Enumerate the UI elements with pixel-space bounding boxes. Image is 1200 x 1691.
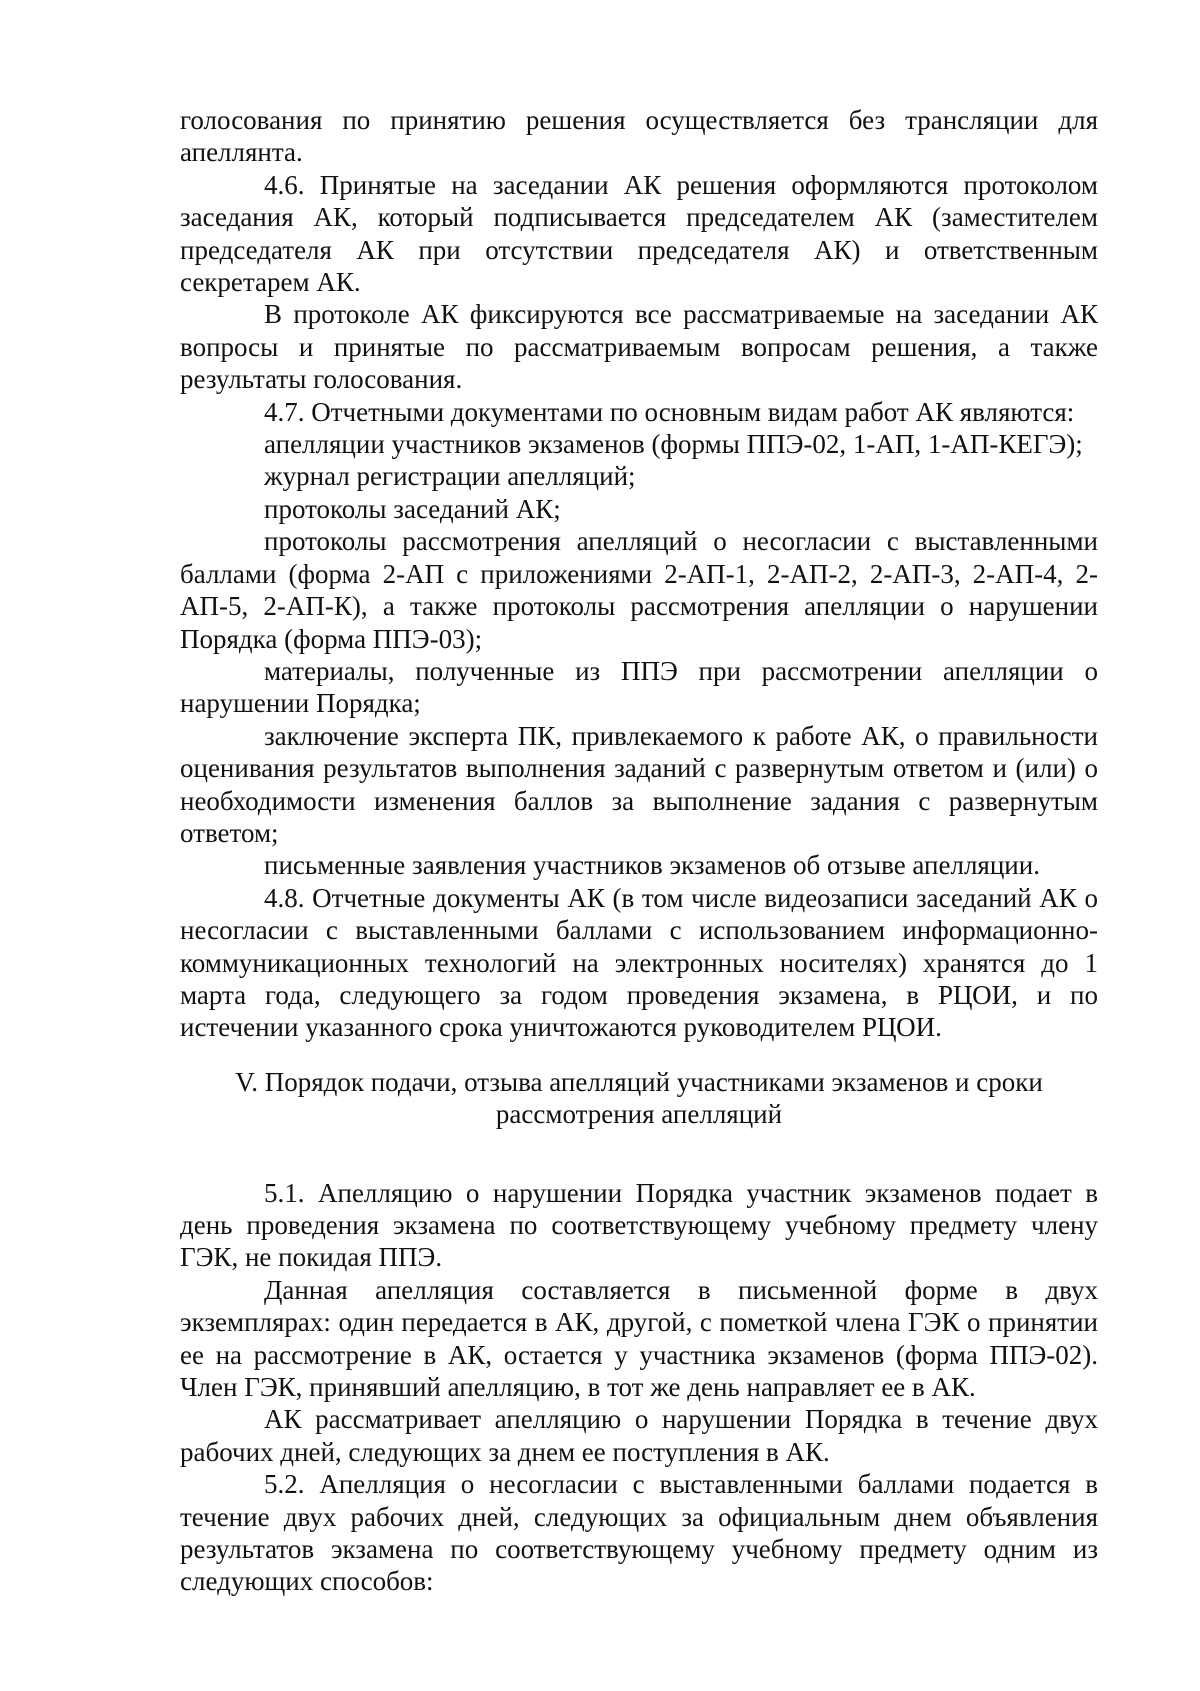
list-item-expert-conclusion: заключение эксперта ПК, привлекаемого к работе АК, о правильности оценивания результатов выполнения заданий с развернутым ответом и (или) о необходимости изменения баллов за выполнение задания с развернутым ответом; [180, 720, 1098, 848]
section-gap [180, 1131, 1098, 1177]
section-title-line-1: V. Порядок подачи, отзыва апелляций участниками экзаменов и сроки [235, 1066, 1043, 1097]
paragraph-4-7: 4.7. Отчетными документами по основным видам работ АК являются: [264, 396, 1075, 427]
paragraph-4-8: 4.8. Отчетные документы АК (в том числе видеозаписи заседаний АК о несогласии с выставленными баллами с использованием информационно-коммуникационных технологий на электронных носителях) хранятся до 1 марта года, следующего за годом проведения экзамена, в РЦОИ, и по истечении указанного срока уничтожаются руководителем РЦОИ. [180, 882, 1098, 1043]
list-item-appeals: апелляции участников экзаменов (формы ППЭ-02, 1-АП, 1-АП-КЕГЭ); [264, 429, 1083, 460]
paragraph-4-6: 4.6. Принятые на заседании АК решения оформляются протоколом заседания АК, который подписывается председателем АК (заместителем председателя АК при отсутствии председателя АК) и ответственным секретарем АК. [180, 169, 1098, 298]
paragraph-protocol: В протоколе АК фиксируются все рассматриваемые на заседании АК вопросы и принятые по рассматриваемым вопросам решения, а также результаты голосования. [180, 299, 1098, 395]
list-item-journal: журнал регистрации апелляций; [264, 461, 636, 492]
list-item-review-protocols: протоколы рассмотрения апелляций о несогласии с выставленными баллами (форма 2-АП с приложениями 2-АП-1, 2-АП-2, 2-АП-3, 2-АП-4, 2-АП-5, 2-АП-К), а также протоколы рассмотрения апелляции о нарушении Порядка (форма ППЭ-03); [180, 526, 1098, 654]
section-title-line-2: рассмотрения апелляций [495, 1099, 783, 1130]
paragraph-5-2: 5.2. Апелляция о несогласии с выставленными баллами подается в течение двух рабочих дней, следующих за официальным днем объявления результатов экзамена по соответствующему учебному предмету одним из следующих способов: [180, 1469, 1098, 1597]
paragraph-review-term: АК рассматривает апелляцию о нарушении Порядка в течение двух рабочих дней, следующих за днем ее поступления в АК. [180, 1404, 1098, 1467]
section-title [180, 1066, 1098, 1131]
paragraph-voting-continuation: голосования по принятию решения осуществляется без трансляции для апеллянта. [180, 105, 1098, 168]
paragraph-5-1: 5.1. Апелляцию о нарушении Порядка участник экзаменов подает в день проведения экзамена по соответствующему учебному предмету члену ГЭК, не покидая ППЭ. [180, 1177, 1098, 1273]
document-body [180, 104, 1098, 1598]
list-item-materials: материалы, полученные из ППЭ при рассмотрении апелляции о нарушении Порядка; [180, 655, 1098, 719]
list-item-withdrawal-statements: письменные заявления участников экзаменов об отзыве апелляции. [264, 850, 1040, 881]
paragraph-appeal-copies: Данная апелляция составляется в письменной форме в двух экземплярах: один передается в АК, другой, с пометкой члена ГЭК о принятии ее на рассмотрение в АК, остается у участника экзаменов (форма ППЭ-02). Член ГЭК, принявший апелляцию, в тот же день направляет ее в АК. [180, 1274, 1098, 1403]
list-item-meeting-protocols: протоколы заседаний АК; [264, 493, 561, 524]
